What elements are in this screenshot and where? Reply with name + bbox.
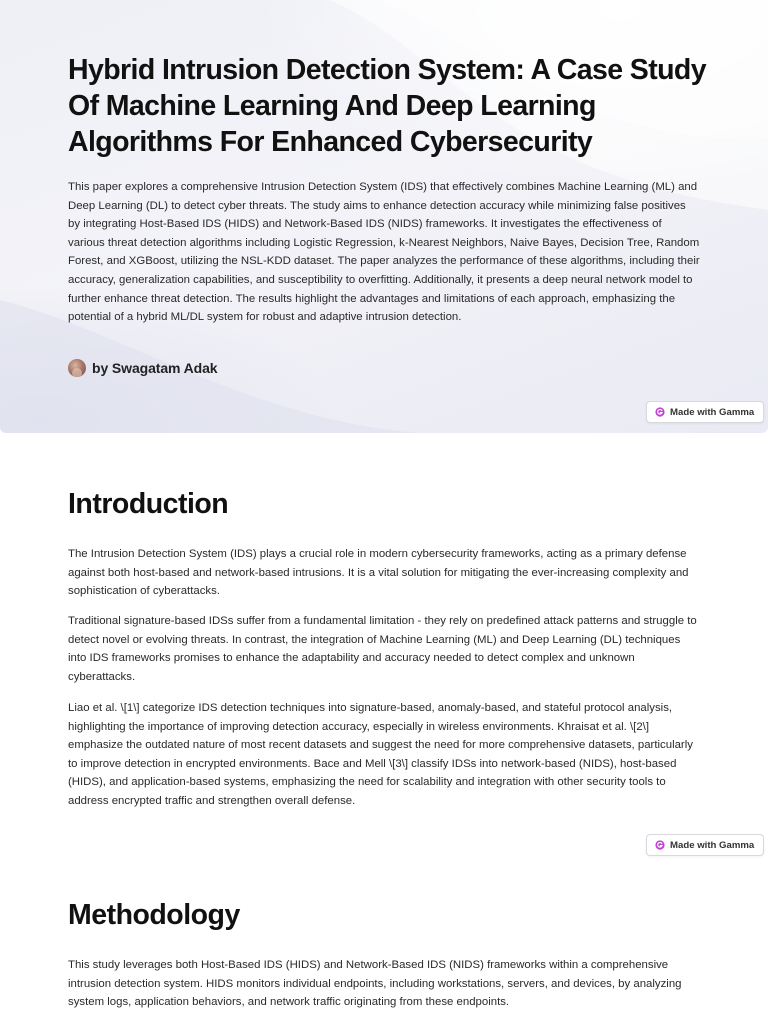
made-with-gamma-button[interactable] [646,834,764,856]
abstract-text: This paper explores a comprehensive Intrusion Detection System (IDS) that effectively combines Machine Learning (ML) and Deep Learning (DL) to detect cyber threats. The study aims to enhance detection accuracy while minimizing false positives by integrating Host-Based IDS (HIDS) and Network-Based IDS (NIDS) frameworks. It investigates the effectiveness of various threat detection algorithms including Logistic Regression, k-Nearest Neighbors, Naive Bayes, Decision Tree, Random Forest, and XGBoost, utilizing the NSL-KDD dataset. The paper analyzes the performance of these algorithms, including their accuracy, generalization capabilities, and susceptibility to overfitting. Additionally, it presents a deep neural network model to further enhance threat detection. The results highlight the advantages and limitations of each approach, emphasizing the potential of a hybrid ML/DL system for robust and adaptive intrusion detection. [68,181,700,324]
document-title: Hybrid Intrusion Detection System: A Case Study Of Machine Learning And Deep Learning Algorithms For Enhanced Cybersecurity [68,54,706,158]
badge-label: Made with Gamma [670,839,755,851]
introduction-paragraph: The Intrusion Detection System (IDS) plays a crucial role in modern cybersecurity frameworks, acting as a primary defense against both host-based and network-based intrusions. It is a vital solution for mitigating the ever-increasing complexity and sophistication of cyberattacks. [68,548,689,598]
author-avatar [68,359,86,377]
author-byline [68,358,217,378]
author-name: by Swagatam Adak [92,360,218,376]
made-with-gamma-button[interactable] [646,401,764,423]
gamma-logo-icon [655,840,665,850]
introduction-paragraph: Liao et al. \[1\] categorize IDS detection techniques into signature-based, anomaly-based, and stateful protocol analysis, highlighting the importance of improving detection accuracy, especially in wireless environments. Khraisat et al. \[2\] emphasize the outdated nature of most recent datasets and suggest the need for more comprehensive datasets, particularly to improve detection in encrypted environments. Bace and Mell \[3\] classify IDSs into network-based (NIDS), host-based (HIDS), and application-based systems, emphasizing the need for scalability and integration with other security tools to address encrypted traffic and strengthen overall defense. [68,702,693,807]
title-card [0,0,768,433]
introduction-paragraph: Traditional signature-based IDSs suffer from a fundamental limitation - they rely on predefined attack patterns and struggle to detect novel or evolving threats. In contrast, the integration of Machine Learning (ML) and Deep Learning (DL) techniques into IDS frameworks promises to enhance the adaptability and accuracy needed to detect complex and unknown cyberattacks. [68,615,697,683]
badge-label: Made with Gamma [670,406,755,418]
gamma-logo-icon [655,407,665,417]
introduction-heading: Introduction [68,488,229,520]
methodology-paragraph: This study leverages both Host-Based IDS (HIDS) and Network-Based IDS (NIDS) frameworks within a comprehensive intrusion detection system. HIDS monitors individual endpoints, including workstations, servers, and devices, by analyzing system logs, application behaviors, and network traffic originating from these endpoints. [68,959,682,1009]
methodology-heading: Methodology [68,899,240,931]
